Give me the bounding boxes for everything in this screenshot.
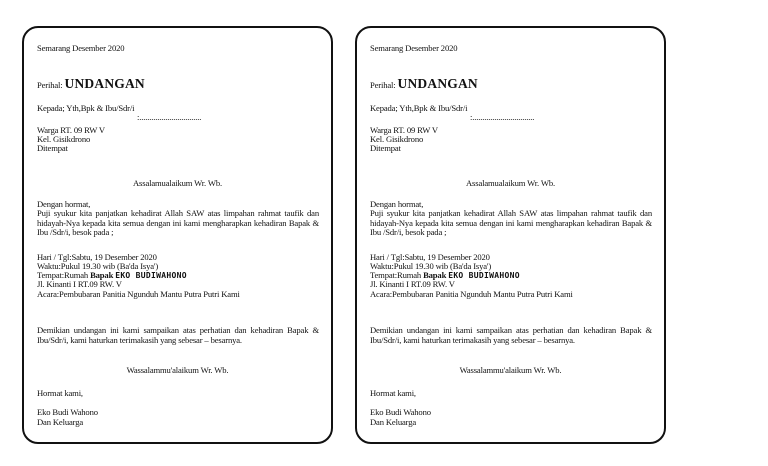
regards: Hormat kami,: [370, 388, 416, 398]
signer-name: Eko Budi Wahono: [370, 407, 431, 417]
date-line: Semarang Desember 2020: [370, 43, 458, 53]
to-dots: :...............................: [470, 112, 535, 122]
date-line: Semarang Desember 2020: [37, 43, 125, 53]
farewell: Wassalammu'alaikum Wr. Wb.: [459, 365, 562, 375]
subject-prefix: Perihal:: [370, 80, 396, 90]
address-line-2: Kel. Gisikdrono: [370, 134, 424, 144]
greeting: Assalamualaikum Wr. Wb.: [133, 178, 222, 188]
signer-name: Eko Budi Wahono: [37, 407, 98, 417]
place-prefix: Tempat:Rumah: [370, 270, 422, 280]
place-honorific: Bapak: [423, 270, 447, 280]
signer-family: Dan Keluarga: [37, 417, 84, 427]
subject-line: [37, 76, 319, 93]
address-line-3: Ditempat: [370, 143, 401, 153]
signer-family: Dan Keluarga: [370, 417, 417, 427]
subject-title: UNDANGAN: [397, 76, 478, 91]
invitation-letter-right: [355, 26, 666, 444]
time-line: Waktu:Pukul 19.30 wib (Ba'da Isya'): [370, 261, 492, 271]
street-line: Jl. Kinanti I RT.09 RW. V: [370, 279, 455, 289]
event-line: Acara:Pembubaran Panitia Ngunduh Mantu Putra Putri Kami: [37, 289, 240, 299]
closing-paragraph: Demikian undangan ini kami sampaikan atas perhatian dan kehadiran Bapak & Ibu/Sdr/i, kami haturkan terimakasih yang sebesar – besarnya.: [37, 325, 319, 345]
subject-prefix: Perihal:: [37, 80, 63, 90]
to-dots: :...............................: [137, 112, 202, 122]
place-name: EKO BUDIWAHONO: [115, 271, 187, 280]
invitation-letter-left: [22, 26, 333, 444]
opening: Dengan hormat,: [370, 199, 424, 209]
regards: Hormat kami,: [37, 388, 83, 398]
address-line-1: Warga RT. 09 RW V: [370, 125, 438, 135]
body-paragraph: Puji syukur kita panjatkan kehadirat Allah SAW atas limpahan rahmat taufik dan hidayah-Nya kepada kita semua dengan ini kami mengharapkan kehadiran Bapak & Ibu /Sdr/i, besok pada ;: [37, 208, 319, 238]
farewell: Wassalammu'alaikum Wr. Wb.: [126, 365, 229, 375]
subject-title: UNDANGAN: [64, 76, 145, 91]
to-line: Kepada; Yth,Bpk & Ibu/Sdr/i: [37, 103, 135, 113]
body-paragraph: Puji syukur kita panjatkan kehadirat Allah SAW atas limpahan rahmat taufik dan hidayah-Nya kepada kita semua dengan ini kami mengharapkan kehadiran Bapak & Ibu /Sdr/i, besok pada ;: [370, 208, 652, 238]
place-prefix: Tempat:Rumah: [37, 270, 89, 280]
day-line: Hari / Tgl:Sabtu, 19 Desember 2020: [37, 252, 157, 262]
place-honorific: Bapak: [90, 270, 114, 280]
to-line: Kepada; Yth,Bpk & Ibu/Sdr/i: [370, 103, 468, 113]
greeting: Assalamualaikum Wr. Wb.: [466, 178, 555, 188]
address-line-1: Warga RT. 09 RW V: [37, 125, 105, 135]
address-line-3: Ditempat: [37, 143, 68, 153]
time-line: Waktu:Pukul 19.30 wib (Ba'da Isya'): [37, 261, 159, 271]
street-line: Jl. Kinanti I RT.09 RW. V: [37, 279, 122, 289]
opening: Dengan hormat,: [37, 199, 91, 209]
address-line-2: Kel. Gisikdrono: [37, 134, 91, 144]
day-line: Hari / Tgl:Sabtu, 19 Desember 2020: [370, 252, 490, 262]
place-name: EKO BUDIWAHONO: [448, 271, 520, 280]
event-line: Acara:Pembubaran Panitia Ngunduh Mantu Putra Putri Kami: [370, 289, 573, 299]
subject-line: [370, 76, 652, 93]
closing-paragraph: Demikian undangan ini kami sampaikan atas perhatian dan kehadiran Bapak & Ibu/Sdr/i, kami haturkan terimakasih yang sebesar – besarnya.: [370, 325, 652, 345]
